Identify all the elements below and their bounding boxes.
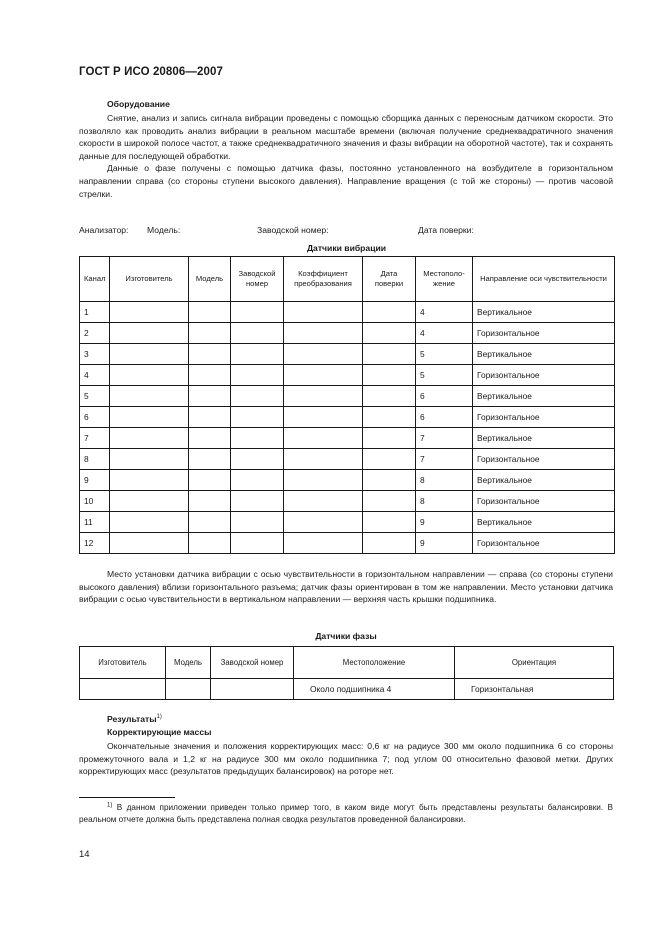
col-header-channel: Канал	[80, 257, 110, 302]
location-cell: 9	[416, 533, 473, 554]
coefficient-cell	[284, 512, 363, 533]
equipment-title: Оборудование	[107, 99, 170, 109]
coefficient-cell	[284, 407, 363, 428]
col-header-axis-direction: Направление оси чувствительности	[473, 257, 615, 302]
page-number: 14	[79, 849, 90, 860]
table-row	[80, 323, 615, 344]
model-cell	[189, 470, 231, 491]
location-cell: 4	[416, 302, 473, 323]
analyzer-label: Анализатор:	[79, 225, 129, 235]
table-row	[80, 365, 615, 386]
phase-orientation-cell: Горизонтальная	[455, 679, 614, 700]
coefficient-cell	[284, 386, 363, 407]
channel-cell: 9	[80, 470, 110, 491]
correction-masses-title: Корректирующие массы	[107, 727, 212, 737]
model-cell	[189, 428, 231, 449]
manufacturer-cell	[110, 470, 189, 491]
phase-col-orientation: Ориентация	[455, 647, 614, 679]
model-cell	[189, 491, 231, 512]
serial-cell	[231, 344, 284, 365]
serial-cell	[231, 428, 284, 449]
calibration-date-cell	[363, 323, 416, 344]
manufacturer-cell	[110, 512, 189, 533]
equipment-paragraph-1: Снятие, анализ и запись сигнала вибрации проведены с помощью сборщика данных с переносным датчиком скорости. Это позволяло как проводить анализ вибрации в реальном масштабе времени (включая получение среднеквадратичного значения скорости в широкой полосе частот, а также среднеквадратичного значения и фазы вибрации на оборотной частоте), так и сохранять данные для последующей обработки.	[79, 113, 613, 161]
calibration-date-cell	[363, 491, 416, 512]
serial-cell	[231, 449, 284, 470]
correction-masses-paragraph: Окончательные значения и положения корректирующих масс: 0,6 кг на радиусе 300 мм около подшипника 6 со стороны промежуточного вала и 1,2 кг на радиусе 300 мм около подшипника 7; под углом 00 относительно фазовой метки. Других корректирующих масс (результатов предыдущих балансировок) на роторе нет.	[79, 741, 613, 777]
phase-col-model: Модель	[166, 647, 211, 679]
phase-table-header	[80, 647, 614, 679]
model-cell	[189, 323, 231, 344]
table-row	[80, 386, 615, 407]
axis-direction-cell: Вертикальное	[473, 470, 615, 491]
channel-cell: 2	[80, 323, 110, 344]
axis-direction-cell: Вертикальное	[473, 386, 615, 407]
phase-location-cell: Около подшипника 4	[294, 679, 455, 700]
axis-direction-cell: Вертикальное	[473, 302, 615, 323]
location-cell: 9	[416, 512, 473, 533]
channel-cell: 7	[80, 428, 110, 449]
vibration-sensors-table	[79, 256, 615, 554]
table-row	[80, 470, 615, 491]
table-row	[80, 533, 615, 554]
col-header-calibration-date: Дата поверки	[363, 257, 416, 302]
table-cell	[80, 679, 166, 700]
table-cell	[166, 679, 211, 700]
table-cell	[211, 679, 294, 700]
serial-cell	[231, 323, 284, 344]
manufacturer-cell	[110, 407, 189, 428]
calibration-date-cell	[363, 470, 416, 491]
axis-direction-cell: Вертикальное	[473, 512, 615, 533]
col-header-serial: Заводской номер	[231, 257, 284, 302]
axis-direction-cell: Вертикальное	[473, 344, 615, 365]
channel-cell: 4	[80, 365, 110, 386]
footnote	[79, 802, 613, 826]
phase-col-serial: Заводской номер	[211, 647, 294, 679]
coefficient-cell	[284, 428, 363, 449]
col-header-coefficient: Коэффициент преобразования	[284, 257, 363, 302]
footnote-text: В данном приложении приведен только пример того, в каком виде могут быть представлены результаты балансировки. В реальном отчете должна быть представлена полная сводка результатов проведенной балансировки.	[79, 803, 613, 824]
manufacturer-cell	[110, 365, 189, 386]
axis-direction-cell: Горизонтальное	[473, 365, 615, 386]
footnote-divider	[79, 797, 175, 798]
phase-col-location: Местоположение	[294, 647, 455, 679]
phase-col-manufacturer: Изготовитель	[80, 647, 166, 679]
serial-cell	[231, 386, 284, 407]
location-cell: 5	[416, 344, 473, 365]
manufacturer-cell	[110, 428, 189, 449]
results-title-line	[107, 714, 162, 724]
calibration-date-cell	[363, 512, 416, 533]
table-row	[80, 344, 615, 365]
vibration-table-header	[80, 257, 615, 302]
coefficient-cell	[284, 302, 363, 323]
analyzer-model-label: Модель:	[147, 225, 181, 235]
channel-cell: 1	[80, 302, 110, 323]
analyzer-serial-label: Заводской номер:	[257, 225, 329, 235]
phase-sensors-caption: Датчики фазы	[315, 631, 377, 641]
manufacturer-cell	[110, 344, 189, 365]
calibration-date-cell	[363, 533, 416, 554]
model-cell	[189, 302, 231, 323]
axis-direction-cell: Горизонтальное	[473, 323, 615, 344]
mounting-paragraph: Место установки датчика вибрации с осью чувствительности в горизонтальном направлении — справа (со стороны ступени высокого давления) вблизи горизонтального разъема; датчик фазы ориентирован в том же направлении. Место установки датчика вибрации с осью чувствительности в вертикальном направлении — верхняя часть крышки подшипника.	[79, 569, 613, 605]
table-row	[80, 302, 615, 323]
results-footnote-mark: 1)	[156, 714, 162, 721]
location-cell: 6	[416, 386, 473, 407]
channel-cell: 11	[80, 512, 110, 533]
channel-cell: 5	[80, 386, 110, 407]
coefficient-cell	[284, 470, 363, 491]
serial-cell	[231, 533, 284, 554]
channel-cell: 10	[80, 491, 110, 512]
location-cell: 6	[416, 407, 473, 428]
calibration-date-cell	[363, 344, 416, 365]
location-cell: 7	[416, 428, 473, 449]
calibration-date-cell	[363, 428, 416, 449]
manufacturer-cell	[110, 386, 189, 407]
location-cell: 5	[416, 365, 473, 386]
analyzer-calibration-label: Дата поверки:	[418, 225, 474, 235]
location-cell: 8	[416, 491, 473, 512]
table-row	[80, 449, 615, 470]
results-title: Результаты	[107, 714, 157, 724]
table-row	[80, 512, 615, 533]
table-row	[80, 428, 615, 449]
axis-direction-cell: Горизонтальное	[473, 407, 615, 428]
manufacturer-cell	[110, 323, 189, 344]
calibration-date-cell	[363, 407, 416, 428]
col-header-manufacturer: Изготовитель	[110, 257, 189, 302]
table-row	[80, 407, 615, 428]
location-cell: 8	[416, 470, 473, 491]
model-cell	[189, 533, 231, 554]
serial-cell	[231, 491, 284, 512]
coefficient-cell	[284, 533, 363, 554]
channel-cell: 3	[80, 344, 110, 365]
table-row	[80, 679, 614, 700]
channel-cell: 6	[80, 407, 110, 428]
table-row	[80, 491, 615, 512]
coefficient-cell	[284, 344, 363, 365]
axis-direction-cell: Горизонтальное	[473, 491, 615, 512]
manufacturer-cell	[110, 491, 189, 512]
calibration-date-cell	[363, 365, 416, 386]
axis-direction-cell: Горизонтальное	[473, 449, 615, 470]
manufacturer-cell	[110, 302, 189, 323]
equipment-paragraph-2: Данные о фазе получены с помощью датчика фазы, постоянно установленного на возбудителе в горизонтальном направлении справа (со стороны ступени высокого давления). Направление вращения (с той же стороны) — против часовой стрелки.	[79, 163, 613, 199]
calibration-date-cell	[363, 449, 416, 470]
calibration-date-cell	[363, 302, 416, 323]
document-header: ГОСТ Р ИСО 20806—2007	[79, 66, 224, 78]
serial-cell	[231, 365, 284, 386]
col-header-location: Местополо-жение	[416, 257, 473, 302]
phase-sensors-table	[79, 646, 614, 700]
serial-cell	[231, 470, 284, 491]
axis-direction-cell: Горизонтальное	[473, 533, 615, 554]
channel-cell: 8	[80, 449, 110, 470]
vibration-sensors-caption: Датчики вибрации	[306, 243, 387, 253]
axis-direction-cell: Вертикальное	[473, 428, 615, 449]
serial-cell	[231, 407, 284, 428]
model-cell	[189, 449, 231, 470]
location-cell: 4	[416, 323, 473, 344]
location-cell: 7	[416, 449, 473, 470]
coefficient-cell	[284, 323, 363, 344]
coefficient-cell	[284, 365, 363, 386]
model-cell	[189, 386, 231, 407]
col-header-model: Модель	[189, 257, 231, 302]
model-cell	[189, 365, 231, 386]
equipment-text	[79, 112, 613, 200]
coefficient-cell	[284, 449, 363, 470]
serial-cell	[231, 302, 284, 323]
coefficient-cell	[284, 491, 363, 512]
serial-cell	[231, 512, 284, 533]
calibration-date-cell	[363, 386, 416, 407]
model-cell	[189, 512, 231, 533]
footnote-mark: 1)	[107, 802, 113, 809]
model-cell	[189, 344, 231, 365]
manufacturer-cell	[110, 533, 189, 554]
model-cell	[189, 407, 231, 428]
channel-cell: 12	[80, 533, 110, 554]
manufacturer-cell	[110, 449, 189, 470]
